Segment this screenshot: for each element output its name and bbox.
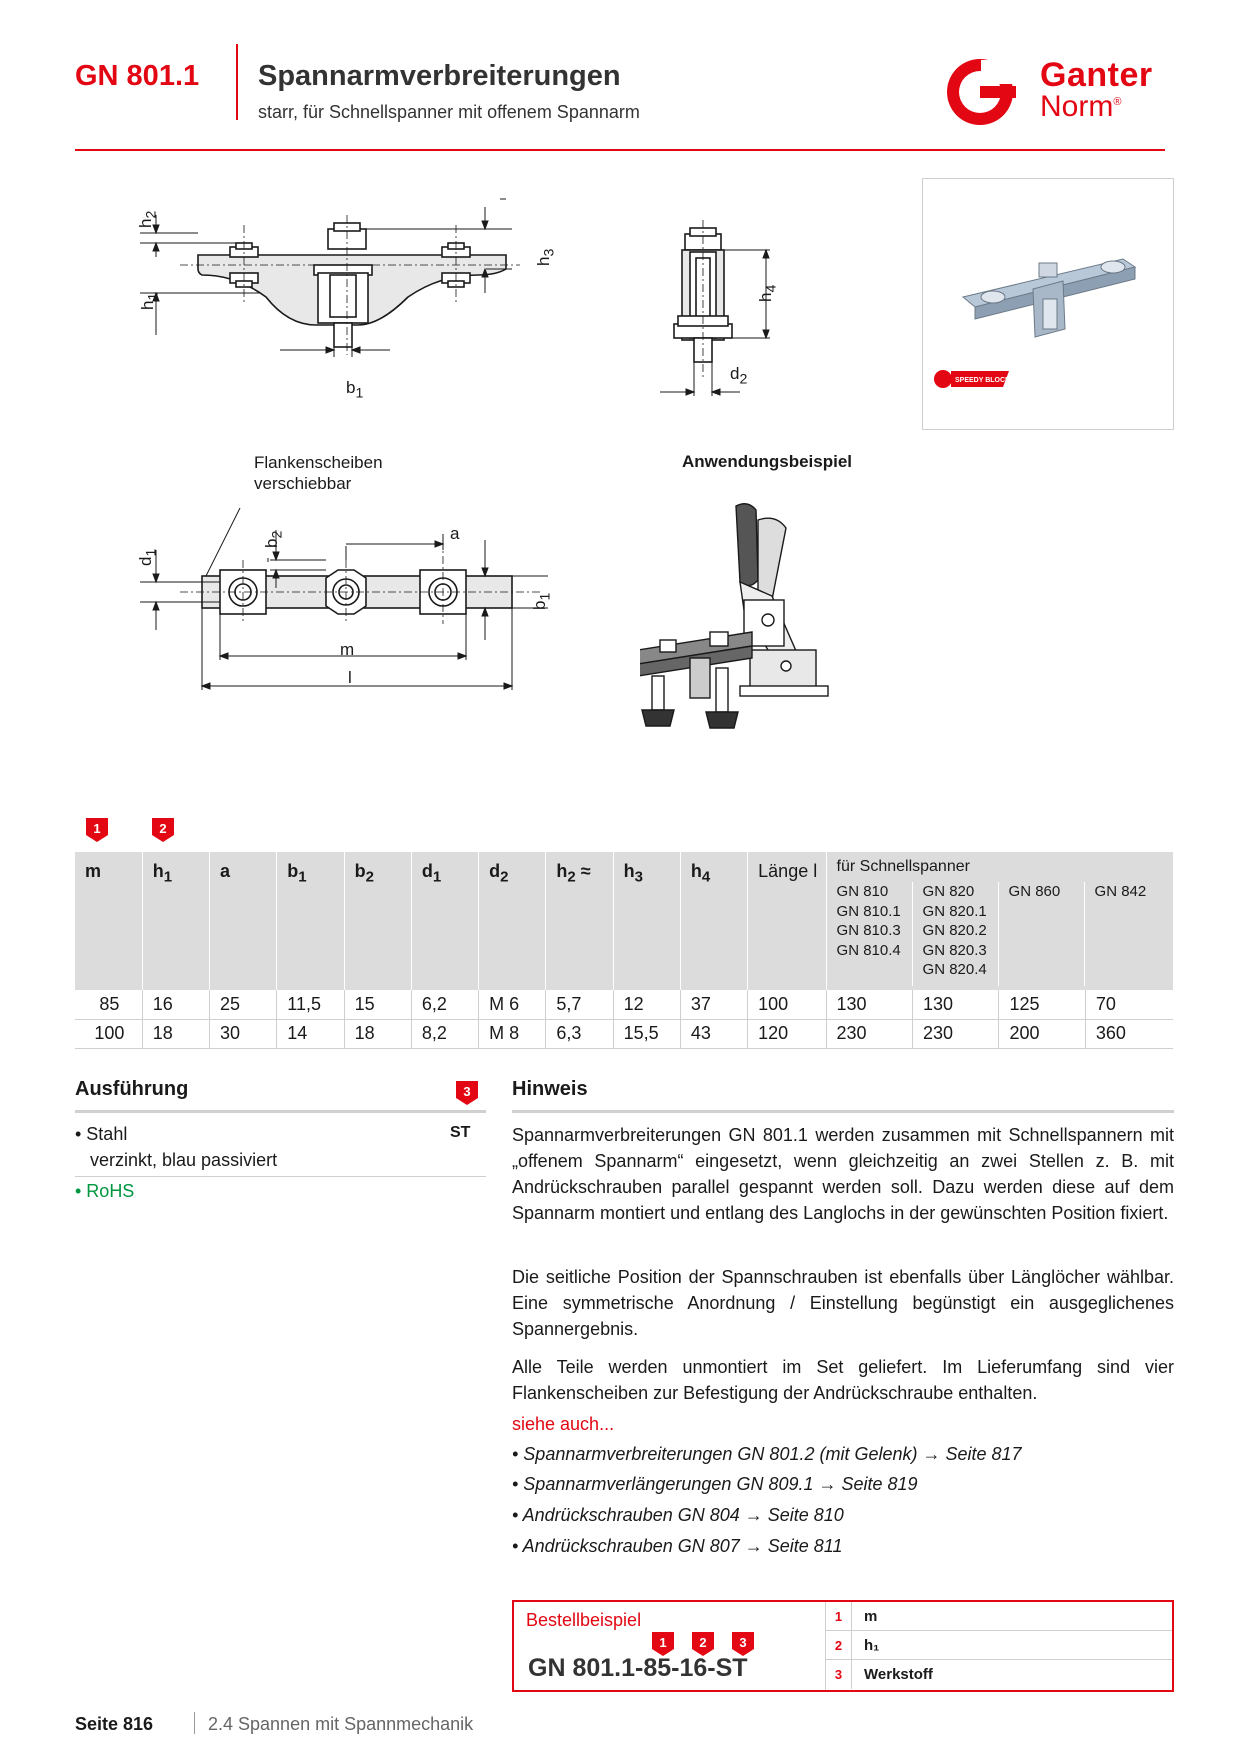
- dim-label-h4: $h_4$: [756, 284, 780, 302]
- table-cell: 130: [912, 990, 998, 1019]
- header-rule: [75, 149, 1165, 151]
- ausfuehrung-rule: [75, 1110, 486, 1113]
- order-badge-3: [732, 1632, 754, 1656]
- hinweis-paragraph-1: Spannarmverbreiterungen GN 801.1 werden zusammen mit Schnellspannern mit „offenem Spannarm“ eingesetzt, wenn gleichzeitig an zwei Stellen z. B. mit Andrückschrauben parallel gespannt werden soll. Dazu werden diese auf dem Spannarm montiert und entlang des Langlochs in der gewünschten Position fixiert.: [512, 1125, 1174, 1223]
- see-also-label: siehe auch...: [512, 1414, 615, 1434]
- application-example-label: Anwendungsbeispiel: [682, 452, 853, 471]
- col-header-d1: $d_1$: [411, 852, 478, 990]
- order-example-code: GN 801.1-85-16-ST: [528, 1654, 748, 1682]
- dimension-table: [75, 852, 1173, 1049]
- table-row: [75, 1019, 1173, 1048]
- dim-label-b1-top: $b_1$: [530, 592, 554, 610]
- table-cell: 43: [680, 1019, 747, 1048]
- table-cell: 5,7: [546, 990, 613, 1019]
- product-code: GN 801.1: [75, 60, 200, 92]
- table-cell: 6,3: [546, 1019, 613, 1048]
- dim-label-d1: $d_1$: [136, 548, 160, 566]
- svg-text:3: 3: [739, 1635, 747, 1650]
- dim-label-b1: $b_1$: [346, 378, 364, 402]
- material-code: ST: [450, 1124, 471, 1141]
- table-cell: 130: [826, 990, 912, 1019]
- page-number: Seite 816: [75, 1714, 154, 1734]
- svg-text:SPEEDY BLOCK: SPEEDY BLOCK: [955, 377, 1011, 384]
- col-header-h2: $h_2$ ≈: [546, 852, 613, 990]
- table-cell: M 8: [479, 1019, 546, 1048]
- table-cell: 125: [999, 990, 1085, 1019]
- order-example-left: [514, 1602, 826, 1690]
- table-cell: 37: [680, 990, 747, 1019]
- hinweis-rule: [512, 1110, 1174, 1113]
- table-cell: 11,5: [277, 990, 344, 1019]
- col-header-h1: $h_1$: [142, 852, 209, 990]
- see-also-link-2[interactable]: • Spannarmverlängerungen GN 809.1 → Seite 819: [512, 1474, 918, 1494]
- table-cell: 18: [344, 1019, 411, 1048]
- footer-separator: [194, 1712, 195, 1734]
- dim-label-b2: $b_2$: [262, 530, 286, 548]
- ausfuehrung-heading: Ausführung: [75, 1078, 189, 1100]
- rohs-label: • RoHS: [75, 1181, 135, 1201]
- dim-label-h1: $h_1$: [138, 292, 162, 310]
- badge-2: [152, 818, 174, 842]
- table-cell: 85: [75, 990, 142, 1019]
- see-also-link-4[interactable]: • Andrückschrauben GN 807 → Seite 811: [512, 1536, 843, 1556]
- badge-3: [456, 1081, 478, 1105]
- material-finish: verzinkt, blau passiviert: [90, 1150, 278, 1170]
- flank-washer-label: Flankenscheiben verschiebbar: [254, 453, 383, 493]
- order-example-box: [512, 1600, 1174, 1692]
- table-cell: 16: [142, 990, 209, 1019]
- col-header-clamps: [826, 852, 1173, 990]
- front-view-drawing: [660, 220, 780, 400]
- brand-subname: Norm®: [1040, 90, 1122, 123]
- table-cell: 70: [1085, 990, 1173, 1019]
- clamp-col-gn820: GN 820 GN 820.1 GN 820.2 GN 820.3 GN 820.4: [913, 882, 999, 986]
- dim-label-a: a: [450, 524, 460, 543]
- table-cell: 6,2: [411, 990, 478, 1019]
- order-row-3: 3 Werkstoff: [826, 1660, 1172, 1689]
- page-subtitle: starr, für Schnellspanner mit offenem Spannarm: [258, 102, 640, 122]
- table-cell: 8,2: [411, 1019, 478, 1048]
- header-separator: [236, 44, 238, 120]
- order-row-1: 1 m: [826, 1602, 1172, 1631]
- ausfuehrung-divider: [75, 1176, 486, 1177]
- table-cell: 15: [344, 990, 411, 1019]
- col-header-length: Länge l: [748, 852, 826, 990]
- hinweis-paragraph-2: Die seitliche Position der Spannschrauben ist ebenfalls über Länglöcher wählbar. Eine symmetrische Anordnung / Einstellung begünstigt ein ausgeglichenes Spannergebnis.: [512, 1267, 1174, 1339]
- col-header-d2: $d_2$: [479, 852, 546, 990]
- material-steel: • Stahl: [75, 1124, 128, 1144]
- table-cell: 12: [613, 990, 680, 1019]
- col-header-h3: $h_3$: [613, 852, 680, 990]
- table-cell: 200: [999, 1019, 1085, 1048]
- see-also-link-1[interactable]: • Spannarmverbreiterungen GN 801.2 (mit Gelenk) → Seite 817: [512, 1444, 1022, 1464]
- svg-text:1: 1: [93, 821, 101, 836]
- col-header-m: m: [75, 852, 142, 990]
- badge-1: [86, 818, 108, 842]
- table-cell: 100: [748, 990, 826, 1019]
- svg-text:1: 1: [659, 1635, 667, 1650]
- dim-label-h2: $h_2$: [136, 210, 160, 228]
- see-also-link-3[interactable]: • Andrückschrauben GN 804 → Seite 810: [512, 1505, 844, 1525]
- table-cell: 120: [748, 1019, 826, 1048]
- table-cell: 230: [912, 1019, 998, 1048]
- speedy-block-logo-icon: [934, 370, 1010, 388]
- table-row: [75, 990, 1173, 1019]
- dim-label-l: l: [348, 668, 352, 687]
- table-cell: 30: [210, 1019, 277, 1048]
- table-cell: 25: [210, 990, 277, 1019]
- col-header-b1: $b_1$: [277, 852, 344, 990]
- order-badge-1: [652, 1632, 674, 1656]
- hinweis-heading: Hinweis: [512, 1078, 588, 1100]
- clamp-col-gn810: GN 810 GN 810.1 GN 810.3 GN 810.4: [827, 882, 913, 986]
- top-view-drawing: [140, 500, 580, 700]
- svg-text:3: 3: [463, 1084, 471, 1099]
- footer-section: 2.4 Spannen mit Spannmechanik: [208, 1714, 474, 1734]
- page-title: Spannarmverbreiterungen: [258, 60, 621, 92]
- hinweis-paragraph-3: Alle Teile werden unmontiert im Set geliefert. Im Lieferumfang sind vier Flankenscheiben zur Befestigung der Andrückschraube enthalten.: [512, 1357, 1174, 1403]
- clamp-header-label: für Schnellspanner: [836, 858, 970, 875]
- product-photo: [922, 178, 1174, 430]
- dim-label-h3: $h_3$: [534, 248, 558, 266]
- svg-text:2: 2: [699, 1635, 707, 1650]
- table-cell: 100: [75, 1019, 142, 1048]
- table-cell: 360: [1085, 1019, 1173, 1048]
- order-badge-2: [692, 1632, 714, 1656]
- dim-label-m: m: [340, 640, 355, 659]
- table-cell: 15,5: [613, 1019, 680, 1048]
- col-header-a: a: [210, 852, 277, 990]
- table-cell: 14: [277, 1019, 344, 1048]
- clamp-col-gn860: GN 860: [999, 882, 1085, 986]
- order-row-2: 2 h₁: [826, 1631, 1172, 1660]
- table-cell: M 6: [479, 990, 546, 1019]
- table-header-row: [75, 852, 1173, 990]
- clamp-col-gn842: GN 842: [1094, 883, 1147, 900]
- svg-text:2: 2: [159, 821, 167, 836]
- table-cell: 18: [142, 1019, 209, 1048]
- table-cell: 230: [826, 1019, 912, 1048]
- order-example-label: Bestellbeispiel: [526, 1610, 642, 1630]
- product-image-icon: [923, 179, 1173, 429]
- col-header-h4: $h_4$: [680, 852, 747, 990]
- brand-name: Ganter: [1040, 56, 1153, 94]
- col-header-b2: $b_2$: [344, 852, 411, 990]
- application-example-drawing: [640, 500, 840, 760]
- dim-label-d2: $d_2$: [730, 364, 748, 388]
